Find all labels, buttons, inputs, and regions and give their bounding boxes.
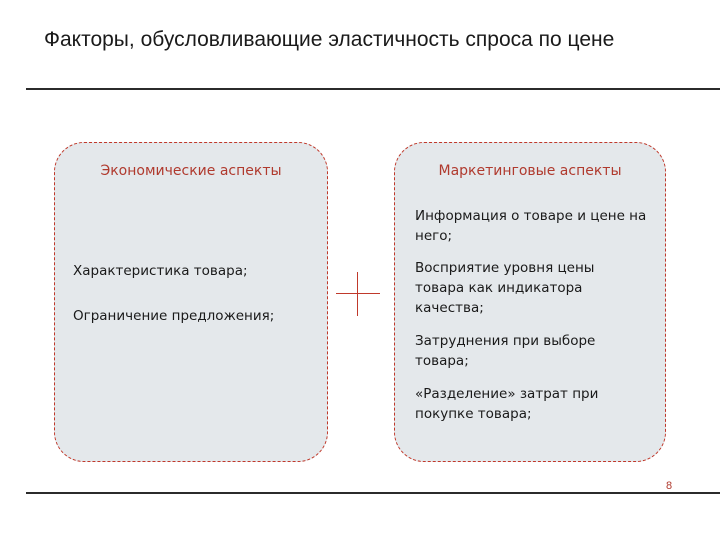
right-item-choice-difficulty: Затруднения при выборе товара;	[415, 333, 596, 369]
left-item-supply-limitation: Ограничение предложения;	[73, 308, 275, 324]
title-divider	[26, 88, 720, 90]
left-item-product-characteristics: Характеристика товара;	[73, 263, 248, 279]
marketing-aspects-heading: Маркетинговые аспекты	[438, 163, 622, 179]
economic-aspects-heading: Экономические аспекты	[100, 163, 282, 179]
right-item-price-perception: Восприятие уровня цены товара как индикатора качества;	[415, 260, 595, 316]
right-item-cost-separation: «Разделение» затрат при покупке товара;	[415, 386, 599, 422]
right-item-information: Информация о товаре и цене на него;	[415, 208, 647, 244]
plus-icon	[336, 272, 380, 316]
slide-title: Факторы, обусловливающие эластичность спроса по цене	[44, 28, 615, 51]
economic-aspects-panel	[54, 142, 328, 462]
page-number: 8	[666, 480, 673, 492]
footer-divider	[26, 492, 720, 494]
marketing-aspects-panel	[394, 142, 666, 462]
